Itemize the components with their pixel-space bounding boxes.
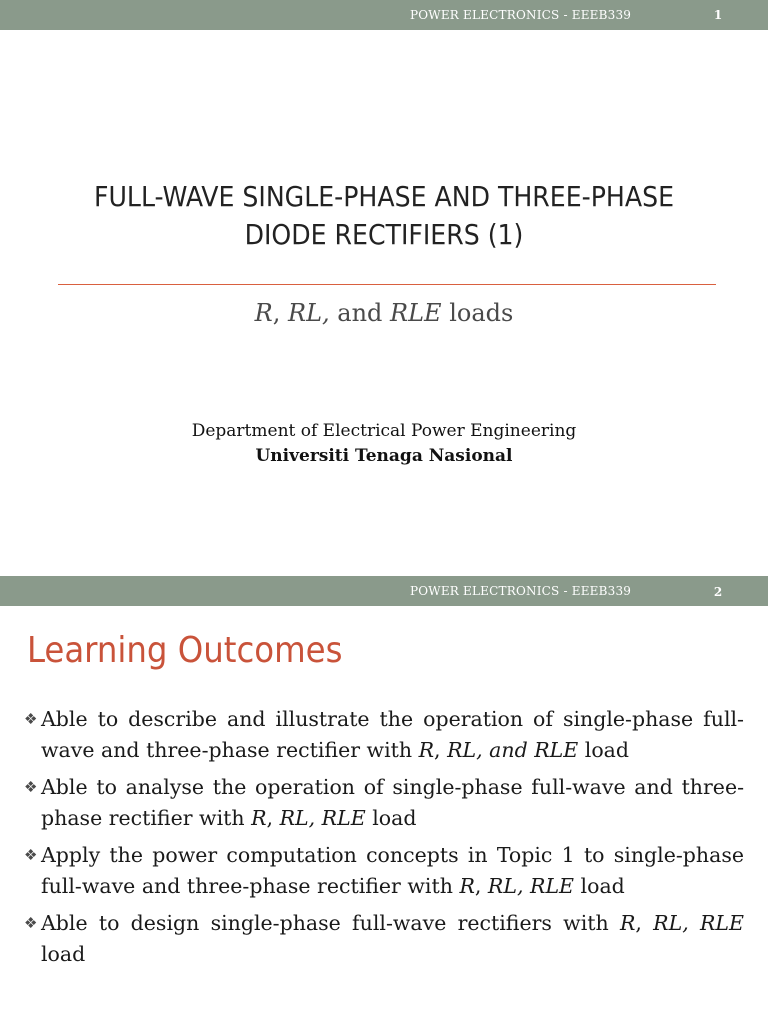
outcome-item [24,704,744,766]
outcome-tail: load [574,874,625,898]
outcome-sep: , [635,911,654,935]
page-number: 2 [713,585,723,599]
outcome-tail: load [41,942,86,966]
page-number: 1 [713,8,723,22]
diamond-bullet-icon: ❖ [24,778,38,796]
subtitle-and: and [329,299,391,327]
title-divider [58,284,716,285]
outcome-r: R [251,806,267,830]
diamond-bullet-icon: ❖ [24,710,38,728]
slide-header-bar [0,0,768,30]
subtitle-loads: loads [441,299,514,327]
outcome-sep: , [434,738,448,762]
outcome-item [24,772,744,834]
subtitle-rl: RL, [288,299,330,327]
course-label: POWER ELECTRONICS - EEEB339 [410,584,632,598]
diamond-bullet-icon: ❖ [24,846,38,864]
university-name: Universiti Tenaga Nasional [255,446,513,466]
outcome-loads: RL, and RLE [447,738,579,762]
outcome-r: R [459,874,475,898]
outcome-text: Apply the power computation concepts in Topic 1 to single-phase full-wave and three-phase rectifier with [41,843,744,898]
slide-subtitle [0,299,768,327]
outcome-loads: RL, RLE [653,911,744,935]
course-label: POWER ELECTRONICS - EEEB339 [410,8,632,22]
outcome-loads: RL, RLE [487,874,575,898]
title-line-1: FULL-WAVE SINGLE-PHASE AND THREE-PHASE [94,180,674,213]
outcome-r: R [619,911,636,935]
slide-2 [0,576,768,1024]
outcomes-list [24,704,744,976]
subtitle-rle: RLE [390,299,442,327]
outcome-tail: load [365,806,417,830]
slide-header-bar [0,576,768,606]
outcome-tail: load [578,738,630,762]
subtitle-sep: , [272,299,289,327]
outcome-text: Able to analyse the operation of single-phase full-wave and three-phase rectifier with [41,775,744,830]
outcome-item [24,908,744,970]
diamond-bullet-icon: ❖ [24,914,38,932]
outcome-r: R [418,738,435,762]
outcome-text: Able to describe and illustrate the operation of single-phase full-wave and three-phase rectifier with [41,707,744,762]
learning-outcomes-heading: Learning Outcomes [27,630,343,671]
outcome-sep: , [266,806,280,830]
outcome-loads: RL, RLE [279,806,366,830]
department-name: Department of Electrical Power Engineering [191,421,577,441]
slide-title [30,178,738,254]
title-line-2: DIODE RECTIFIERS (1) [244,218,524,251]
outcome-item [24,840,744,902]
subtitle-r: R [254,299,273,327]
outcome-text: Able to design single-phase full-wave rectifiers with [41,911,620,935]
outcome-sep: , [474,874,488,898]
